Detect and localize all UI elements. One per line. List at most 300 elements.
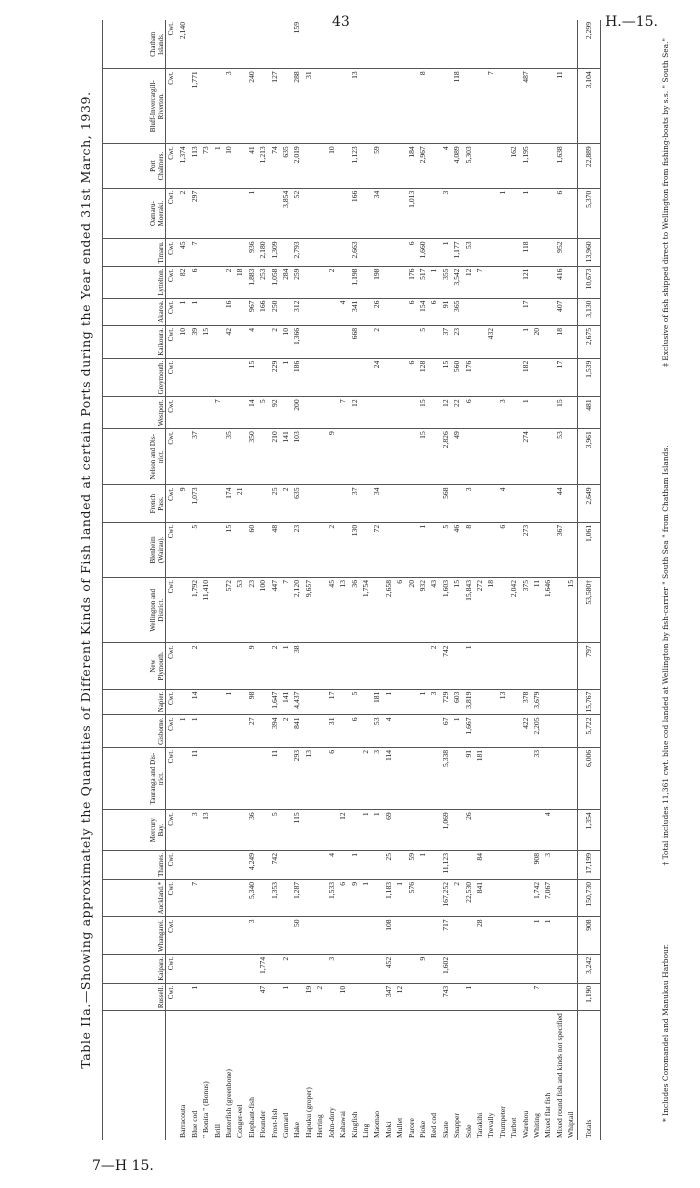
quantity-cell	[280, 397, 291, 429]
quantity-cell: 1	[360, 810, 371, 851]
quantity-cell	[234, 69, 245, 144]
quantity-cell: 74	[269, 144, 280, 188]
quantity-cell	[200, 20, 211, 69]
quantity-cell: 11	[269, 747, 280, 809]
quantity-cell: 4	[337, 298, 348, 325]
quantity-cell: 26	[463, 810, 474, 851]
quantity-cell	[428, 397, 439, 429]
quantity-cell: 1	[349, 851, 360, 880]
unit-cell: Cwt.	[166, 577, 178, 642]
quantity-cell	[463, 325, 474, 358]
quantity-cell: 67	[440, 715, 451, 747]
quantity-cell	[200, 485, 211, 522]
quantity-cell: 15	[200, 325, 211, 358]
quantity-cell: 52	[291, 188, 302, 239]
quantity-cell	[497, 144, 508, 188]
quantity-cell: 50	[291, 917, 302, 954]
quantity-cell	[280, 239, 291, 266]
quantity-cell: 1	[497, 188, 508, 239]
quantity-cell	[303, 144, 314, 188]
species-name: Herring	[315, 1114, 325, 1138]
quantity-cell	[520, 851, 531, 880]
quantity-cell: 7	[189, 239, 200, 266]
quantity-cell: 1	[383, 689, 394, 715]
quantity-cell: 6	[406, 239, 417, 266]
port-column-header: Lyttelton.	[103, 266, 166, 298]
quantity-cell	[314, 429, 325, 485]
quantity-cell	[451, 917, 462, 954]
quantity-cell: 1	[371, 810, 382, 851]
quantity-cell	[554, 747, 565, 809]
quantity-cell	[406, 983, 417, 1010]
quantity-cell: 59	[406, 851, 417, 880]
species-name: Snapper	[452, 1113, 462, 1138]
quantity-cell	[542, 485, 553, 522]
quantity-cell	[360, 144, 371, 188]
quantity-cell	[394, 851, 405, 880]
table-row	[406, 20, 417, 1140]
quantity-cell: 3	[189, 810, 200, 851]
unit-cell: Cwt.	[166, 983, 178, 1010]
quantity-cell	[200, 188, 211, 239]
unit-cell: Cwt.	[166, 643, 178, 689]
quantity-cell	[212, 20, 223, 69]
quantity-cell	[337, 643, 348, 689]
quantity-cell	[542, 358, 553, 397]
quantity-cell	[246, 954, 257, 983]
quantity-cell	[177, 643, 188, 689]
quantity-cell	[257, 879, 268, 916]
port-column-header: Oamaru-Moeraki.	[103, 188, 166, 239]
quantity-cell: 1	[463, 983, 474, 1010]
quantity-cell	[349, 643, 360, 689]
quantity-cell	[257, 69, 268, 144]
quantity-cell	[394, 810, 405, 851]
quantity-cell	[360, 715, 371, 747]
quantity-cell	[485, 983, 496, 1010]
quantity-cell	[428, 325, 439, 358]
total-cell: 13,960	[577, 239, 600, 266]
quantity-cell	[200, 917, 211, 954]
quantity-cell	[485, 429, 496, 485]
quantity-cell: 729	[440, 689, 451, 715]
quantity-cell	[177, 851, 188, 880]
quantity-cell	[383, 69, 394, 144]
quantity-cell: 10	[223, 144, 234, 188]
quantity-cell	[497, 298, 508, 325]
quantity-cell: 4,089	[451, 144, 462, 188]
quantity-cell	[371, 851, 382, 880]
quantity-cell	[177, 429, 188, 485]
table-row	[428, 20, 439, 1140]
quantity-cell	[520, 643, 531, 689]
quantity-cell	[257, 429, 268, 485]
quantity-cell	[360, 298, 371, 325]
quantity-cell	[463, 69, 474, 144]
quantity-cell	[406, 485, 417, 522]
quantity-cell	[417, 485, 428, 522]
quantity-cell	[326, 188, 337, 239]
quantity-cell: 4	[440, 144, 451, 188]
quantity-cell	[303, 917, 314, 954]
table-row	[451, 20, 462, 1140]
quantity-cell	[360, 397, 371, 429]
quantity-cell: 23	[291, 522, 302, 577]
quantity-cell: 6	[337, 879, 348, 916]
quantity-cell	[212, 643, 223, 689]
quantity-cell	[349, 747, 360, 809]
quantity-cell: 367	[554, 522, 565, 577]
quantity-cell: 297	[189, 188, 200, 239]
quantity-cell	[565, 954, 577, 983]
quantity-cell: 45	[177, 239, 188, 266]
quantity-cell	[508, 983, 519, 1010]
quantity-cell: 1	[280, 643, 291, 689]
quantity-cell	[474, 983, 485, 1010]
quantity-cell	[303, 429, 314, 485]
quantity-cell: 3,679	[531, 689, 542, 715]
quantity-cell: 13	[200, 810, 211, 851]
quantity-cell: 10	[177, 325, 188, 358]
quantity-cell	[406, 917, 417, 954]
quantity-cell	[212, 983, 223, 1010]
quantity-cell	[360, 266, 371, 298]
quantity-cell: 1,754	[360, 577, 371, 642]
quantity-cell	[417, 879, 428, 916]
quantity-cell: 127	[269, 69, 280, 144]
quantity-cell	[565, 747, 577, 809]
quantity-cell	[371, 643, 382, 689]
quantity-cell: 17	[520, 298, 531, 325]
species-name: Whiting	[532, 1113, 541, 1138]
quantity-cell	[554, 810, 565, 851]
table-row	[485, 20, 496, 1140]
quantity-cell	[565, 851, 577, 880]
footnote-dagger: † Total includes 11,361 cwt. blue cod landed at Wellington by fish-carrier " South Sea " from Chatham Islands.	[661, 445, 670, 866]
quantity-cell: 128	[417, 358, 428, 397]
unit-cell: Cwt.	[166, 20, 178, 69]
quantity-cell: 952	[554, 239, 565, 266]
quantity-cell: 3	[440, 188, 451, 239]
quantity-cell	[234, 954, 245, 983]
quantity-cell: 6	[406, 358, 417, 397]
species-name: Skate	[440, 1121, 450, 1138]
total-cell: 908	[577, 917, 600, 954]
quantity-cell	[177, 689, 188, 715]
species-name: Maomao	[372, 1111, 382, 1138]
quantity-cell	[520, 20, 531, 69]
quantity-cell: 1,058	[269, 266, 280, 298]
quantity-cell: 341	[349, 298, 360, 325]
quantity-cell: 259	[291, 266, 302, 298]
quantity-cell: 7	[474, 266, 485, 298]
quantity-cell: 572	[223, 577, 234, 642]
quantity-cell: 1	[212, 144, 223, 188]
quantity-cell	[394, 522, 405, 577]
quantity-cell	[177, 747, 188, 809]
quantity-cell: 15	[451, 577, 462, 642]
port-column-header: French Pass.	[103, 485, 166, 522]
quantity-cell: 284	[280, 266, 291, 298]
quantity-cell: 568	[440, 485, 451, 522]
quantity-cell	[485, 747, 496, 809]
quantity-cell: 200	[291, 397, 302, 429]
quantity-cell	[246, 747, 257, 809]
quantity-cell: 5	[440, 522, 451, 577]
quantity-cell	[314, 715, 325, 747]
quantity-cell	[360, 522, 371, 577]
quantity-cell: 932	[417, 577, 428, 642]
quantity-cell: 5,303	[463, 144, 474, 188]
species-name: Mullet	[395, 1117, 405, 1138]
quantity-cell	[565, 397, 577, 429]
quantity-cell	[212, 239, 223, 266]
quantity-cell	[303, 643, 314, 689]
quantity-cell	[371, 429, 382, 485]
quantity-cell	[269, 20, 280, 69]
quantity-cell: 48	[269, 522, 280, 577]
quantity-cell	[508, 429, 519, 485]
port-column-header: Tauranga and Dis-trict.	[103, 747, 166, 809]
quantity-cell	[200, 522, 211, 577]
species-name: Kingfish	[349, 1111, 359, 1138]
rotated-table-region	[78, 20, 698, 1140]
total-cell: 1,539	[577, 358, 600, 397]
quantity-cell: 1,013	[406, 188, 417, 239]
quantity-cell	[542, 266, 553, 298]
quantity-cell	[520, 485, 531, 522]
quantity-cell: 16	[223, 298, 234, 325]
quantity-cell: 6	[406, 298, 417, 325]
quantity-cell	[394, 747, 405, 809]
total-cell: 3,961	[577, 429, 600, 485]
quantity-cell	[497, 577, 508, 642]
quantity-cell	[497, 715, 508, 747]
quantity-cell: 108	[383, 917, 394, 954]
quantity-cell	[485, 643, 496, 689]
unit-cell: Cwt.	[166, 810, 178, 851]
quantity-cell	[371, 20, 382, 69]
quantity-cell	[212, 358, 223, 397]
quantity-cell	[542, 239, 553, 266]
quantity-cell	[520, 983, 531, 1010]
quantity-cell: 103	[291, 429, 302, 485]
quantity-cell	[234, 298, 245, 325]
table-row	[565, 20, 577, 1140]
quantity-cell	[428, 522, 439, 577]
report-reference: H.—15.	[605, 14, 658, 30]
quantity-cell	[508, 266, 519, 298]
quantity-cell	[497, 266, 508, 298]
unit-cell: Cwt.	[166, 266, 178, 298]
quantity-cell	[474, 144, 485, 188]
quantity-cell	[394, 485, 405, 522]
quantity-cell	[234, 983, 245, 1010]
page-number: 43	[332, 14, 350, 30]
quantity-cell	[212, 522, 223, 577]
unit-cell: Cwt.	[166, 144, 178, 188]
quantity-cell	[451, 810, 462, 851]
quantity-cell: 167,252	[440, 879, 451, 916]
quantity-cell	[200, 397, 211, 429]
table-header-row	[103, 20, 166, 1140]
quantity-cell	[451, 20, 462, 69]
quantity-cell	[269, 954, 280, 983]
species-name: Barracouta	[178, 1104, 188, 1138]
quantity-cell: 72	[371, 522, 382, 577]
quantity-cell	[234, 747, 245, 809]
quantity-cell: 6	[463, 397, 474, 429]
quantity-cell	[177, 397, 188, 429]
quantity-cell	[463, 20, 474, 69]
quantity-cell: 1,195	[520, 144, 531, 188]
species-name: Trevally	[486, 1112, 496, 1138]
quantity-cell	[542, 298, 553, 325]
quantity-cell	[394, 188, 405, 239]
total-cell: 1,061	[577, 522, 600, 577]
table-row	[554, 20, 565, 1140]
quantity-cell	[497, 325, 508, 358]
quantity-cell: 2	[326, 522, 337, 577]
quantity-cell	[497, 239, 508, 266]
quantity-cell	[326, 69, 337, 144]
quantity-cell	[360, 643, 371, 689]
quantity-cell: 82	[177, 266, 188, 298]
quantity-cell: 3	[371, 747, 382, 809]
quantity-cell: 11,123	[440, 851, 451, 880]
quantity-cell	[508, 298, 519, 325]
quantity-cell	[337, 917, 348, 954]
quantity-cell: 184	[406, 144, 417, 188]
quantity-cell	[223, 851, 234, 880]
quantity-cell	[303, 715, 314, 747]
quantity-cell: 3	[246, 917, 257, 954]
quantity-cell	[520, 810, 531, 851]
unit-cell: Cwt.	[166, 188, 178, 239]
quantity-cell: 17	[554, 358, 565, 397]
quantity-cell	[337, 522, 348, 577]
quantity-cell: 5	[269, 810, 280, 851]
quantity-cell	[200, 879, 211, 916]
quantity-cell	[360, 917, 371, 954]
quantity-cell	[383, 239, 394, 266]
quantity-cell	[337, 69, 348, 144]
total-cell: 797	[577, 643, 600, 689]
quantity-cell	[234, 689, 245, 715]
quantity-cell	[508, 522, 519, 577]
quantity-cell	[257, 715, 268, 747]
quantity-cell	[371, 397, 382, 429]
quantity-cell	[371, 69, 382, 144]
species-name: Frost-fish	[269, 1108, 279, 1138]
quantity-cell	[565, 643, 577, 689]
quantity-cell	[428, 983, 439, 1010]
unit-cell: Cwt.	[166, 485, 178, 522]
quantity-cell	[257, 188, 268, 239]
quantity-cell: 394	[269, 715, 280, 747]
quantity-cell	[463, 188, 474, 239]
quantity-cell	[257, 747, 268, 809]
quantity-cell	[234, 20, 245, 69]
quantity-cell: 3,542	[451, 266, 462, 298]
quantity-cell: 10	[280, 325, 291, 358]
species-column-header	[103, 1011, 166, 1140]
quantity-cell: 2	[314, 983, 325, 1010]
quantity-cell	[394, 917, 405, 954]
total-cell: 3,130	[577, 298, 600, 325]
quantity-cell: 1	[463, 643, 474, 689]
quantity-cell	[463, 917, 474, 954]
quantity-cell	[360, 188, 371, 239]
quantity-cell: 2,042	[508, 577, 519, 642]
quantity-cell: 936	[246, 239, 257, 266]
quantity-cell: 6	[349, 715, 360, 747]
quantity-cell: 6	[554, 188, 565, 239]
quantity-cell	[554, 20, 565, 69]
quantity-cell: 4	[246, 325, 257, 358]
unit-cell: Cwt.	[166, 397, 178, 429]
quantity-cell	[314, 397, 325, 429]
quantity-cell	[542, 188, 553, 239]
quantity-cell	[200, 266, 211, 298]
quantity-cell	[542, 397, 553, 429]
quantity-cell	[189, 954, 200, 983]
quantity-cell	[360, 429, 371, 485]
quantity-cell	[234, 325, 245, 358]
quantity-cell	[554, 851, 565, 880]
quantity-cell	[508, 485, 519, 522]
quantity-cell	[565, 20, 577, 69]
quantity-cell	[485, 522, 496, 577]
quantity-cell	[314, 69, 325, 144]
species-name: Gurnard	[281, 1112, 291, 1138]
quantity-cell: 1	[394, 879, 405, 916]
quantity-cell: 2	[223, 266, 234, 298]
quantity-cell	[246, 20, 257, 69]
table-row	[189, 20, 200, 1140]
quantity-cell: 4	[497, 485, 508, 522]
quantity-cell: 44	[554, 485, 565, 522]
quantity-cell: 166	[349, 188, 360, 239]
quantity-cell	[474, 358, 485, 397]
quantity-cell	[565, 983, 577, 1010]
quantity-cell	[223, 188, 234, 239]
quantity-cell	[314, 266, 325, 298]
quantity-cell	[394, 429, 405, 485]
port-column-header: Port Chalmers.	[103, 144, 166, 188]
quantity-cell	[497, 954, 508, 983]
table-row	[200, 20, 211, 1140]
quantity-cell	[428, 429, 439, 485]
quantity-cell	[485, 397, 496, 429]
quantity-cell: 113	[189, 144, 200, 188]
quantity-cell: 53	[371, 715, 382, 747]
port-column-header: Blenheim (Wairau).	[103, 522, 166, 577]
quantity-cell	[451, 747, 462, 809]
quantity-cell: 1,660	[417, 239, 428, 266]
quantity-cell: 487	[520, 69, 531, 144]
quantity-cell: 274	[520, 429, 531, 485]
quantity-cell: 2	[360, 747, 371, 809]
quantity-cell	[234, 810, 245, 851]
quantity-cell	[542, 643, 553, 689]
quantity-cell: 22,530	[463, 879, 474, 916]
quantity-cell: 6	[189, 266, 200, 298]
quantity-cell: 253	[257, 266, 268, 298]
quantity-cell	[326, 325, 337, 358]
quantity-cell	[428, 954, 439, 983]
quantity-cell: 355	[440, 266, 451, 298]
